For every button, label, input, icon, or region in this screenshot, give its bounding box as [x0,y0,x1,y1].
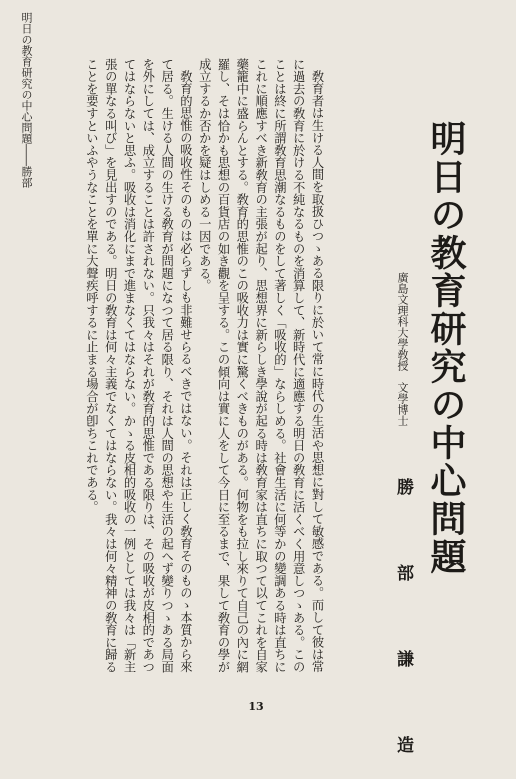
running-head: 明日の教育研究の中心問題――勝部 [20,12,33,188]
article-title: 明日の教育研究の中心問題 [425,120,467,576]
page-number: 13 [248,700,264,713]
author-name: 勝 部 謙 造 [393,478,413,779]
paragraph: 敎育的思惟の吸收性そのものは必らずしも非難せらるべきではない。それは正しく敎育そのものゝ本質から來て居る。生ける人間の生ける敎育が問題になつて居る限り、それは人間の思想や生活の起へず變りつゝある局面を外にしては、成立することは許されない。只我々はそれが敎育的思惟である限りは、その吸收が皮相的であつてはならないと思ふ。吸收は消化にまで進まなくてはならない。かゝる皮相的吸收の一例としては我々は「新主張の單なる叫び」を見出すのである。明日の敎育は何々主義でなくてはならない。我々は何々精神の敎育に歸ることを要すといふやうなことを單に大聲疾呼するに止まる場合が卽ちこれである。 [84,58,193,673]
article-body [36,58,326,673]
paragraph: 敎育者は生ける人間を取扱ひつゝある限りに於いて常に時代の生活や思想に對して敏感である。而して彼は常に過去の敎育に於ける不純なるものを消算して、新時代に適應する明日の敎育に活くべく用意しつゝある。このことは終に所謂敎育思潮なるものをして著しく「吸收的」ならしめる。社會生活に何等かの變調ある時は直ちにこれに順應すべき新敎育の主張が起り、思想界に新らしき學說が起る時は敎育家は直ちに取つて以てこれを自家藥籠中に盛らんとする。敎育的思惟のこの吸收力は實に驚くべきものがある。何物をも拉し來りて自己の內に網羅し、そは恰かも思想の百貨店の如き觀を呈する。この傾向は實に人をして今日に至るまで、果して敎育の學が成立するか否かを疑はしめる一因である。 [197,58,324,673]
author-affiliation: 廣島文理科大學敎授 文學博士 [396,272,409,426]
